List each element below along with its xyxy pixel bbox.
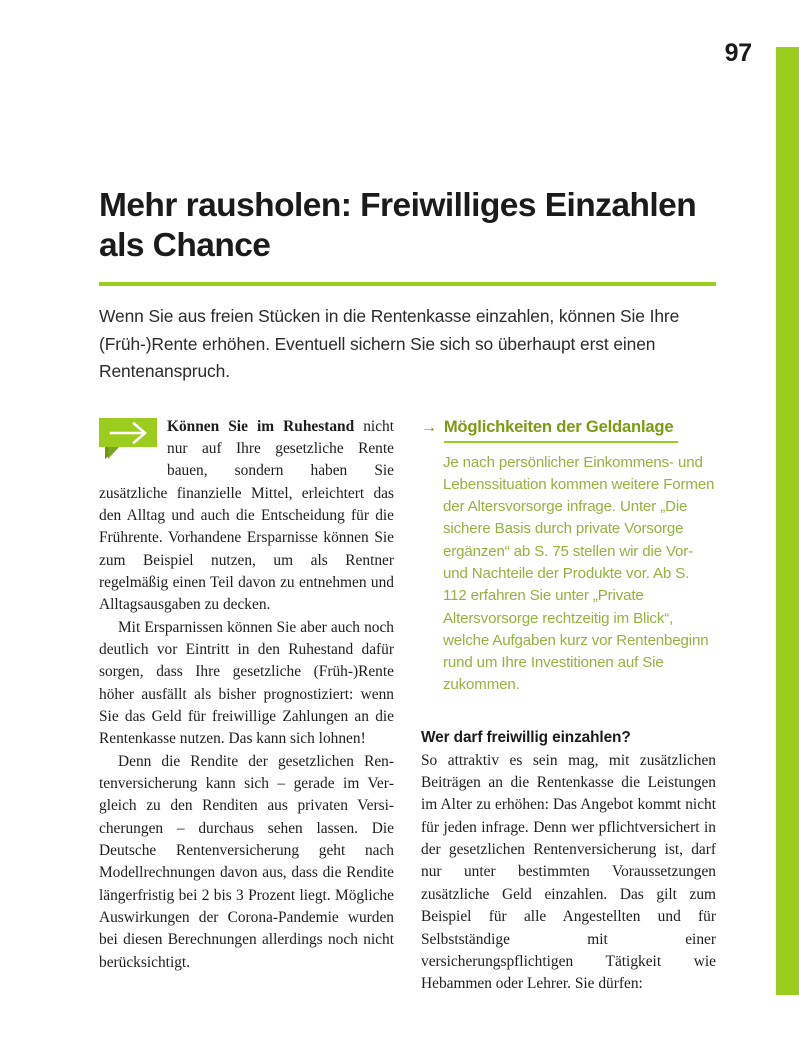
left-paragraph-3: Denn die Rendite der gesetzlichen Rentenversicherung kann sich – gerade im Vergleich zu den Renditen aus privaten Versicherungen – durchaus sehen lassen. Die Deutsche Rentenversicherung geht nach Modellrechnungen davon aus, dass die Rendite längerfristig bei 2 bis 3 Prozent liegt. Mögliche Auswirkungen der Corona-Pandemie wurden bei diesen Berechnungen allerdings noch nicht berücksichtigt. (99, 752, 394, 971)
left-paragraph-1-text: nicht nur auf Ihre gesetzliche Rente bauen, sondern haben Sie zusätzliche finanzielle Mittel, erleichtert das den Alltag und auch die Entscheidung für die Frührente. Vorhandene Ersparnisse können Sie zum Beispiel nutzen, um als Rentner regelmäßig einen Teil davon zu entnehmen und Alltagsausgaben zu decken. (99, 417, 395, 614)
left-paragraph-2: Mit Ersparnissen können Sie aber auch noch deutlich vor Eintritt in den Ruhestand dafür sorgen, dass Ihre gesetzliche (Früh-)Rente höher ausfällt als bisher prognostiziert: wenn Sie das Geld für freiwillige Zahlungen an die Rentenkasse nutzen. Das kann sich lohnen! (99, 618, 394, 748)
title-divider-rule (99, 282, 716, 286)
right-paragraph-1: So attraktiv es sein mag, mit zusätzlichen Beiträgen an die Rentenkasse die Leistungen im Alter zu erhöhen: Das Angebot kommt nicht für jeden infrage. Denn wer pflichtversichert in der gesetzlichen Rentenversicherung ist, darf nur unter bestimmten Voraussetzungen zusätzliche Geld einzahlen. Das gilt zum Beispiel für alle Angestellten und für Selbstständige mit einer versicherungspflichtigen Tätigkeit wie Hebammen oder Lehrer. Sie dürfen: (421, 751, 716, 993)
arrow-callout-icon (99, 418, 161, 462)
left-paragraph-1-lead-in: Können Sie im Ruhestand (167, 417, 355, 435)
page-content (99, 186, 716, 996)
tip-box-body: Je nach persönlicher Einkommens- und Lebenssituation kommen weitere Formen der Altersvorsorge infrage. Unter „Die sichere Basis durch private Vorsorge ergänzen“ ab S. 75 stellen wir die Vor- und Nachteile der Produkte vor. Ab S. 112 erfahren Sie unter „Private Altersvorsorge rechtzeitig im Blick“, welche Aufgaben kurz vor Rentenbeginn rund um Ihre Investitionen auf Sie zukommen. (443, 453, 715, 694)
tip-box (421, 416, 716, 697)
left-paragraph-1 (99, 416, 394, 617)
two-column-body (99, 416, 716, 996)
page-number: 97 (724, 39, 752, 67)
tip-box-heading (421, 416, 716, 443)
section-subheading: Wer darf freiwillig einzahlen? (421, 728, 631, 746)
tip-box-title: Möglichkeiten der Geldanlage (444, 416, 679, 443)
right-column (421, 416, 716, 996)
page-edge-accent-bar (776, 47, 799, 995)
arrow-right-icon: → (421, 418, 437, 436)
lead-paragraph: Wenn Sie aus freien Stücken in die Rentenkasse einzahlen, können Sie Ihre (Früh-)Rente erhöhen. Eventuell sichern Sie sich so überhaupt erst einen Rentenanspruch. (99, 306, 680, 381)
left-column (99, 416, 394, 996)
page-title: Mehr rausholen: Freiwilliges Einzahlen als Chance (99, 187, 697, 264)
